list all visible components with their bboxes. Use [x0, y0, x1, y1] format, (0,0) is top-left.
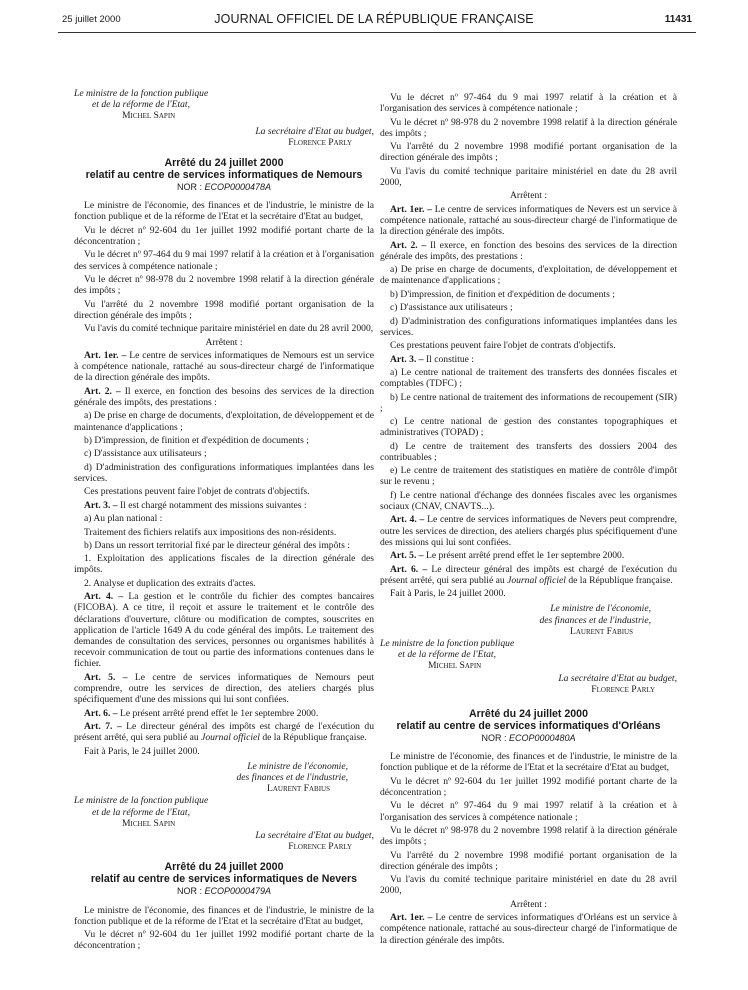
visa: Vu le décret nº 98-978 du 2 novembre 1998 relatif à la direction générale des impôts ;	[380, 116, 677, 139]
visa: Vu l'arrêté du 2 novembre 1998 modifié portant organisation de la direction générale des impôts ;	[74, 298, 374, 321]
nor-label: NOR :	[481, 733, 507, 744]
visa: Vu le décret nº 92-604 du 1er juillet 1992 modifié portant charte de la déconcentration ;	[74, 929, 374, 952]
article-label: Art. 2. –	[390, 239, 427, 251]
signature-title: des finances et de l'industrie,	[539, 614, 651, 626]
article	[74, 350, 374, 384]
left-column	[74, 88, 374, 954]
article-item: Ces prestations peuvent faire l'objet de contrats d'objectifs.	[84, 486, 310, 498]
signature-title: La secrétaire d'Etat au budget,	[558, 672, 677, 684]
preamble: Le ministre de l'économie, des finances et de l'industrie, le ministre de la fonction publique et de la réforme de l'Etat et la secrétaire d'Etat au budget,	[74, 200, 374, 223]
article-item: c) D'assistance aux utilisateurs ;	[390, 302, 513, 314]
article-text: de la République française.	[259, 732, 367, 744]
decree-title	[74, 158, 374, 181]
decree-subtitle-line: relatif au centre de services informatiques de Nevers	[90, 872, 358, 885]
visa: Vu le décret nº 97-464 du 9 mai 1997 relatif à la création et à l'organisation des services à compétence nationale ;	[380, 800, 677, 823]
article-label: Art. 2. –	[84, 385, 121, 397]
article-label: Art. 1er. –	[390, 912, 433, 924]
signature-block	[74, 795, 374, 829]
journal-officiel: Journal officiel	[507, 574, 566, 586]
article-label: Art. 6. –	[84, 707, 118, 719]
article-item: Traitement des fichiers relatifs aux impositions des non-résidents.	[84, 526, 337, 538]
journal-title: JOURNAL OFFICIEL DE LA RÉPUBLIQUE FRANÇAISE	[214, 12, 534, 26]
signatory-name: Michel Sapin	[428, 660, 482, 672]
signatory-name: Florence Parly	[288, 136, 352, 148]
right-column	[380, 92, 677, 948]
article-item: d) Le centre de traitement des transferts des dossiers 2004 des contribuables ;	[380, 440, 677, 463]
visa: Vu le décret nº 98-978 du 2 novembre 1998 relatif à la direction générale des impôts ;	[74, 274, 374, 297]
article-item: b) D'impression, de finition et d'expédition de documents ;	[390, 288, 615, 300]
article	[74, 672, 374, 706]
visa: Vu l'avis du comité technique paritaire ministériel en date du 28 avril 2000,	[380, 874, 677, 897]
article	[74, 708, 374, 719]
nor-reference	[74, 886, 374, 897]
article	[380, 514, 677, 548]
article-item: b) Le centre national de traitement des informations de recoupement (SIR) ;	[380, 391, 677, 414]
article	[380, 240, 677, 262]
nor-code: ECOP0000479A	[204, 886, 272, 897]
done-at: Fait à Paris, le 24 juillet 2000.	[390, 588, 506, 600]
article-text: Il est chargé notamment des missions suivantes :	[119, 499, 307, 511]
nor-reference	[74, 182, 374, 193]
signatory-name: Florence Parly	[591, 683, 655, 695]
article-label: Art. 5. –	[390, 550, 424, 562]
nor-reference	[380, 733, 677, 744]
article-label: Art. 1er. –	[390, 203, 432, 215]
signatory-name: Laurent Fabius	[570, 625, 633, 637]
visa: Vu le décret nº 92-604 du 1er juillet 1992 modifié portant charte de la déconcentration ;	[380, 775, 677, 799]
article	[380, 912, 677, 946]
article-text: Le présent arrêté prend effet le 1er septembre 2000.	[119, 707, 319, 719]
article-item: d) D'administration des configurations informatiques implantées dans les services.	[380, 315, 677, 338]
signature-block	[380, 603, 677, 637]
issue-date: 25 juillet 2000	[62, 14, 121, 25]
article-item: 1. Exploitation des applications fiscales de la direction générale des impôts.	[74, 553, 374, 576]
article-label: Art. 5. –	[84, 671, 128, 683]
signature-block	[74, 761, 374, 795]
arretent: Arrêtent :	[509, 898, 548, 910]
article-text: Il exerce, en fonction des besoins des services de la direction générale des impôts, des prestations :	[380, 239, 677, 262]
article-text: Le centre de services informatiques de Nevers peut comprendre, outre les services de direction, des ateliers chargés plus spécifiquement d'une des missions qui lui sont confiées.	[380, 514, 677, 548]
signature-title: et de la réforme de l'Etat,	[92, 806, 190, 818]
visa: Vu le décret nº 92-604 du 1er juillet 1992 modifié portant charte de la déconcentration ;	[74, 224, 374, 248]
nor-label: NOR :	[176, 182, 202, 193]
signature-block	[380, 673, 677, 695]
signatory-name: Florence Parly	[288, 841, 352, 853]
article-item: a) Au plan national :	[84, 513, 163, 525]
signature-title: La secrétaire d'Etat au budget,	[255, 125, 374, 137]
visa: Vu l'arrêté du 2 novembre 1998 modifié portant organisation de la direction générale des impôts ;	[380, 849, 677, 872]
visa: Vu l'arrêté du 2 novembre 1998 modifié portant organisation de la direction générale des impôts ;	[380, 141, 677, 164]
article	[74, 721, 374, 743]
article-label: Art. 1er. –	[84, 349, 127, 361]
article	[74, 500, 374, 511]
article-label: Art. 6. –	[390, 563, 428, 575]
signature-title: Le ministre de la fonction publique	[74, 88, 209, 99]
article-text: Le centre de services informatiques de Nevers est un service à compétence nationale, rattaché au sous-directeur chargé de l'informatique de la direction générale des impôts.	[380, 203, 677, 238]
visa: Vu le décret nº 97-464 du 9 mai 1997 relatif à la création et à l'organisation des services à compétence nationale ;	[380, 92, 677, 115]
decree-title	[74, 862, 374, 885]
article-item: e) Le centre de traitement des statistiques en matière de contrôle d'impôt sur le revenu ;	[380, 465, 677, 488]
nor-code: ECOP0000480A	[508, 733, 576, 744]
signature-title: Le ministre de la fonction publique	[380, 638, 515, 650]
done-at: Fait à Paris, le 24 juillet 2000.	[84, 745, 200, 757]
article-item: a) De prise en charge de documents, d'exploitation, de développement et de maintenance d'applications ;	[74, 410, 374, 433]
decree-title-line: Arrêté du 24 juillet 2000	[164, 157, 284, 170]
article-text: Il constitue :	[425, 353, 474, 365]
article	[74, 591, 374, 669]
article-text: Le directeur général des impôts est chargé de l'exécution du présent arrêté, qui sera publié au	[74, 721, 374, 744]
article-text: Il exerce, en fonction des besoins des services de la direction générale des impôts, des prestations :	[74, 385, 374, 408]
article-item: Ces prestations peuvent faire l'objet de contrats d'objectifs.	[390, 340, 616, 352]
visa: Vu le décret nº 98-978 du 2 novembre 1998 relatif à la direction générale des impôts ;	[380, 825, 677, 848]
article-label: Art. 4. –	[390, 514, 425, 526]
arretent: Arrêtent :	[205, 336, 243, 348]
article-item: d) D'administration des configurations informatiques implantées dans les services.	[74, 461, 374, 484]
article-item: b) D'impression, de finition et d'expédition de documents ;	[84, 434, 309, 446]
signatory-name: Laurent Fabius	[267, 783, 330, 795]
article-label: Art. 3. –	[390, 353, 424, 365]
article	[380, 550, 677, 561]
decree-subtitle-line: relatif au centre de services informatiques d'Orléans	[396, 719, 661, 732]
article-text: Le centre de services informatiques de Nemours est un service à compétence nationale, rattaché au sous-directeur chargé de l'informatique de la direction générale des impôts.	[74, 349, 374, 384]
decree-title-line: Arrêté du 24 juillet 2000	[469, 708, 588, 721]
signature-title: La secrétaire d'Etat au budget,	[255, 830, 374, 842]
article	[380, 564, 677, 586]
article-label: Art. 4. –	[84, 591, 124, 603]
article-item: b) Dans un ressort territorial fixé par le directeur général des impôts :	[84, 539, 350, 551]
article-text: de la République française.	[565, 574, 673, 586]
article-label: Art. 7. –	[84, 721, 122, 733]
signature-title: des finances et de l'industrie,	[236, 772, 348, 784]
page-header	[0, 0, 748, 28]
article-text: Le présent arrêté prend effet le 1er septembre 2000.	[425, 550, 625, 562]
article-text: La gestion et le contrôle du fichier des comptes bancaires (FICOBA). A ce titre, il reçoit et assure le traitement et le contrôle des déclarations d'ouverture, clôture ou modification de comptes, souscrites en application de l'article 1649 A du code général des impôts. Le traitement des demandes de consultation des services, personnes ou organismes habilités à recevoir communication de tout ou partie des informations contenues dans le fichier.	[74, 591, 374, 670]
preamble: Le ministre de l'économie, des finances et de l'industrie, le ministre de la fonction publique et de la réforme de l'Etat et la secrétaire d'Etat au budget,	[74, 904, 374, 927]
signatory-name: Michel Sapin	[122, 110, 176, 122]
decree-subtitle-line: relatif au centre de services informatiques de Nemours	[85, 168, 363, 181]
signature-title: Le ministre de la fonction publique	[74, 795, 209, 807]
article-text: Le centre de services informatiques d'Orléans est un service à compétence nationale, rattaché au sous-directeur chargé de l'informatique de la direction générale des impôts.	[380, 912, 677, 946]
journal-officiel: Journal officiel	[201, 732, 260, 744]
preamble: Le ministre de l'économie, des finances et de l'industrie, le ministre de la fonction publique et de la réforme de l'Etat et la secrétaire d'Etat au budget,	[380, 751, 677, 774]
signature-title: Le ministre de l'économie,	[550, 603, 651, 615]
article-item: a) De prise en charge de documents, d'exploitation, de développement et de maintenance d'applications ;	[380, 264, 677, 287]
visa: Vu l'avis du comité technique paritaire ministériel en date du 28 avril 2000,	[84, 323, 374, 335]
nor-label: NOR :	[176, 886, 202, 897]
article-text: Le centre de services informatiques de Nemours peut comprendre, outre les services de direction, des ateliers chargés plus spécifiquement d'une des missions qui lui sont confiées.	[74, 671, 374, 706]
arretent: Arrêtent :	[509, 190, 548, 202]
signature-block	[74, 830, 374, 852]
article-item: c) D'assistance aux utilisateurs ;	[84, 448, 207, 460]
article-text: Le directeur général des impôts est chargé de l'exécution du présent arrêté, qui sera publié au	[380, 563, 677, 586]
signature-block	[380, 638, 677, 672]
signature-block	[74, 126, 374, 148]
signature-title: et de la réforme de l'Etat,	[398, 649, 496, 661]
nor-code: ECOP0000478A	[204, 182, 272, 193]
article-item: 2. Analyse et duplication des extraits d'actes.	[84, 577, 256, 589]
article-item: a) Le centre national de traitement des transferts des données fiscales et comptables (TDFC) ;	[380, 366, 677, 390]
article-label: Art. 3. –	[84, 499, 118, 511]
page-number: 11431	[664, 14, 692, 25]
article-item: c) Le centre national de gestion des constantes topographiques et administratives (TOPAD) ;	[380, 416, 677, 439]
signature-title: et de la réforme de l'Etat,	[92, 99, 190, 111]
signatory-name: Michel Sapin	[122, 817, 176, 829]
visa: Vu l'avis du comité technique paritaire ministériel en date du 28 avril 2000,	[380, 165, 677, 188]
article-item: f) Le centre national d'échange des données fiscales avec les organismes sociaux (CNAV, CNAVTS...).	[380, 489, 677, 513]
article	[74, 386, 374, 408]
signature-title: Le ministre de l'économie,	[247, 760, 348, 772]
decree-title-line: Arrêté du 24 juillet 2000	[164, 861, 284, 874]
article	[380, 204, 677, 238]
visa: Vu le décret nº 97-464 du 9 mai 1997 relatif à la création et à l'organisation des services à compétence nationale ;	[74, 249, 374, 272]
header-rule	[58, 32, 696, 33]
article	[380, 354, 677, 365]
decree-title	[380, 709, 677, 732]
signature-block	[74, 88, 374, 122]
